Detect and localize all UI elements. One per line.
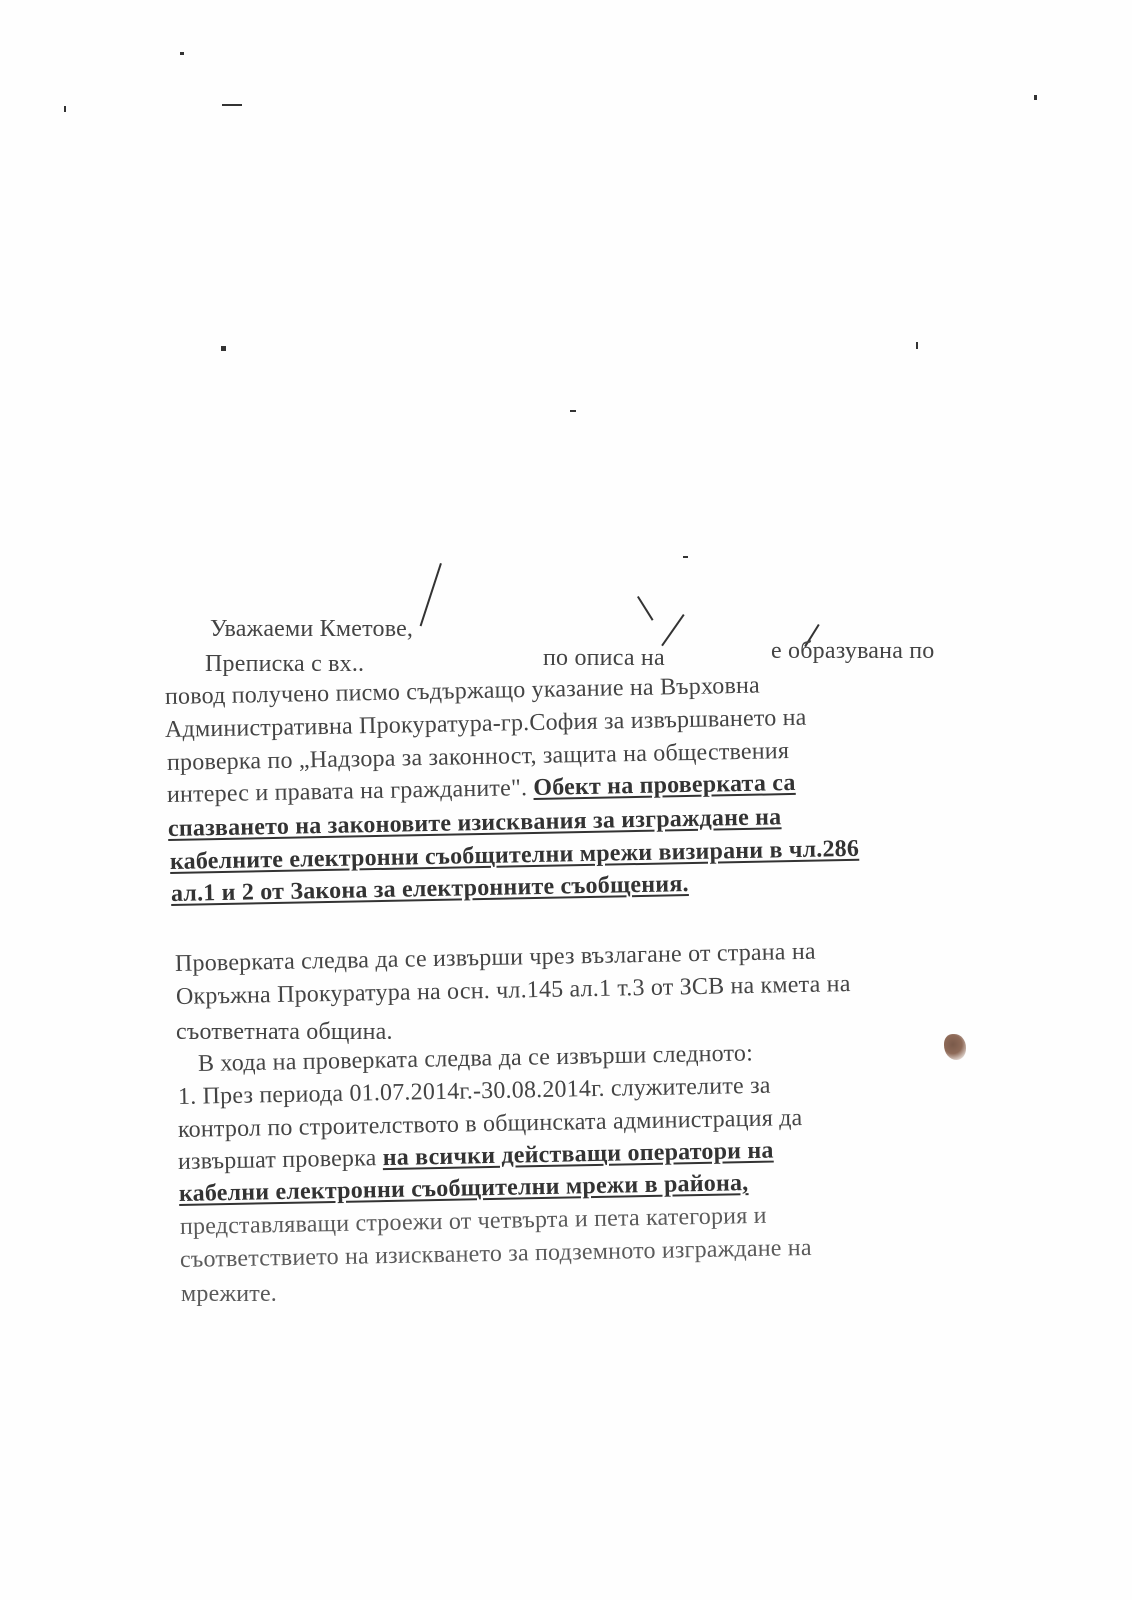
operators-emphasis: кабелни електронни съобщителни мрежи в района, xyxy=(178,1170,749,1207)
scan-speck xyxy=(916,342,918,349)
scan-speck xyxy=(1034,95,1037,100)
ink-stain xyxy=(944,1034,966,1060)
inspection-subject-emphasis: Обект на проверката са xyxy=(533,769,796,801)
paragraph-line: контрол по строителството в общинската администрация да xyxy=(177,1105,803,1143)
paragraph-text: интерес и правата на гражданите". xyxy=(166,775,528,808)
paragraph-line: съответствието на изискването за подземното изграждане на xyxy=(179,1234,812,1273)
numbered-item-line: 1. През периода 01.07.2014г.-30.08.2014г. служителите за xyxy=(177,1072,771,1110)
case-reference-text: е образувана по xyxy=(771,638,935,664)
scan-speck xyxy=(222,104,242,106)
paragraph-line: повод получено писмо съдържащо указание на Върховна xyxy=(164,672,761,710)
operators-emphasis: на всички действащи оператори на xyxy=(382,1137,774,1172)
case-reference-text: по описа на xyxy=(543,645,665,671)
scan-speck xyxy=(683,556,688,558)
inspection-subject-emphasis: спазването на законовите изисквания за изграждане на xyxy=(167,804,782,842)
case-reference-text: Преписка с вх.. xyxy=(205,651,365,677)
paragraph-line: представляващи строежи от четвърта и пета категория и xyxy=(179,1202,767,1240)
pen-stroke xyxy=(661,614,684,646)
scan-speck xyxy=(221,346,226,351)
inspection-subject-emphasis: ал.1 и 2 от Закона за електронните съобщения. xyxy=(170,871,689,907)
scan-speck xyxy=(180,52,184,55)
scan-speck xyxy=(64,106,66,112)
salutation: Уважаеми Кметове, xyxy=(210,616,414,642)
pen-stroke xyxy=(420,563,442,626)
paragraph-line: Окръжна Прокуратура на осн. чл.145 ал.1 т.3 от ЗСВ на кмета на xyxy=(175,971,851,1010)
paragraph-line: проверка по „Надзора за законност, защита на обществения xyxy=(166,738,790,776)
paragraph-line: съответната община. xyxy=(176,1019,393,1045)
paragraph-text: извършат проверка xyxy=(177,1145,377,1175)
paragraph-line: В хода на проверката следва да се извърши следното: xyxy=(197,1040,754,1077)
paragraph-line: Проверката следва да се извърши чрез възлагане от страна на xyxy=(174,938,816,977)
pen-stroke xyxy=(637,596,653,621)
scan-speck xyxy=(570,410,576,412)
inspection-subject-emphasis: кабелните електронни съобщителни мрежи визирани в чл.286 xyxy=(169,835,860,875)
paragraph-line: мрежите. xyxy=(181,1281,278,1307)
paragraph-line: Административна Прокуратура-гр.София за извършването на xyxy=(164,704,807,743)
